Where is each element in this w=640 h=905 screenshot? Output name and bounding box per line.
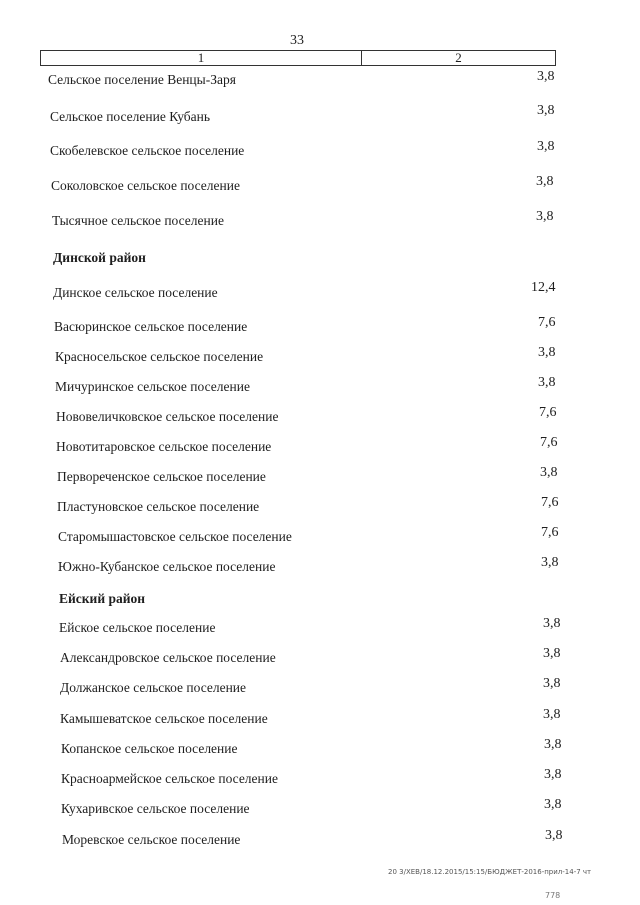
table-header xyxy=(40,50,556,66)
row-name: Сельское поселение Кубань xyxy=(50,109,211,124)
row-name: Соколовское сельское поселение xyxy=(51,178,240,193)
row-value: 3,8 xyxy=(536,174,554,189)
corner-mark: 778 xyxy=(545,891,561,900)
row-name: Нововеличковское сельское поселение xyxy=(56,409,279,424)
row-value: 3,8 xyxy=(544,737,562,752)
row-name: Моревское сельское поселение xyxy=(62,832,241,847)
row-value: 7,6 xyxy=(539,405,557,420)
row-value: 3,8 xyxy=(544,797,562,812)
row-value: 3,8 xyxy=(545,828,563,843)
row-name: Динское сельское поселение xyxy=(53,285,218,300)
district-heading: Динской район xyxy=(53,250,146,265)
row-value: 7,6 xyxy=(541,495,559,510)
row-name: Красносельское сельское поселение xyxy=(55,349,264,364)
row-value: 3,8 xyxy=(543,646,561,661)
row-name: Должанское сельское поселение xyxy=(60,680,247,695)
district-heading: Ейский район xyxy=(59,591,146,606)
row-name: Копанское сельское поселение xyxy=(61,741,238,756)
row-value: 3,8 xyxy=(537,139,555,154)
row-value: 7,6 xyxy=(540,435,558,450)
row-value: 12,4 xyxy=(531,280,556,295)
header-col-1: 1 xyxy=(41,51,362,65)
row-value: 3,8 xyxy=(543,707,561,722)
row-value: 3,8 xyxy=(543,616,561,631)
row-name: Скобелевское сельское поселение xyxy=(50,143,245,158)
page-number: 33 xyxy=(290,33,304,48)
header-col-2: 2 xyxy=(455,50,462,65)
row-name: Кухаривское сельское поселение xyxy=(61,801,250,816)
row-name: Тысячное сельское поселение xyxy=(52,213,224,228)
row-name: Васюринское сельское поселение xyxy=(54,319,248,334)
footer-stamp: 20 3/ХЕВ/18.12.2015/15:15/БЮДЖЕТ-2016-прил-14-7 чт xyxy=(388,868,592,876)
row-name: Новотитаровское сельское поселение xyxy=(56,439,272,454)
row-name: Мичуринское сельское поселение xyxy=(55,379,250,394)
row-value: 3,8 xyxy=(544,767,562,782)
row-value: 3,8 xyxy=(536,209,554,224)
row-name: Ейское сельское поселение xyxy=(59,620,216,635)
row-value: 3,8 xyxy=(543,676,561,691)
row-name: Южно-Кубанское сельское поселение xyxy=(58,559,276,574)
row-name: Красноармейское сельское поселение xyxy=(61,771,278,786)
row-value: 3,8 xyxy=(538,345,556,360)
row-name: Камышеватское сельское поселение xyxy=(60,711,268,726)
row-value: 3,8 xyxy=(537,103,555,118)
row-value: 3,8 xyxy=(538,375,556,390)
row-value: 7,6 xyxy=(541,525,559,540)
row-name: Первореченское сельское поселение xyxy=(57,469,266,484)
row-name: Пластуновское сельское поселение xyxy=(57,499,260,514)
row-value: 3,8 xyxy=(537,69,555,84)
row-name: Старомышастовское сельское поселение xyxy=(58,529,292,544)
row-value: 7,6 xyxy=(538,315,556,330)
row-value: 3,8 xyxy=(541,555,559,570)
row-name: Сельское поселение Венцы-Заря xyxy=(48,72,236,87)
row-name: Александровское сельское поселение xyxy=(60,650,276,665)
row-value: 3,8 xyxy=(540,465,558,480)
